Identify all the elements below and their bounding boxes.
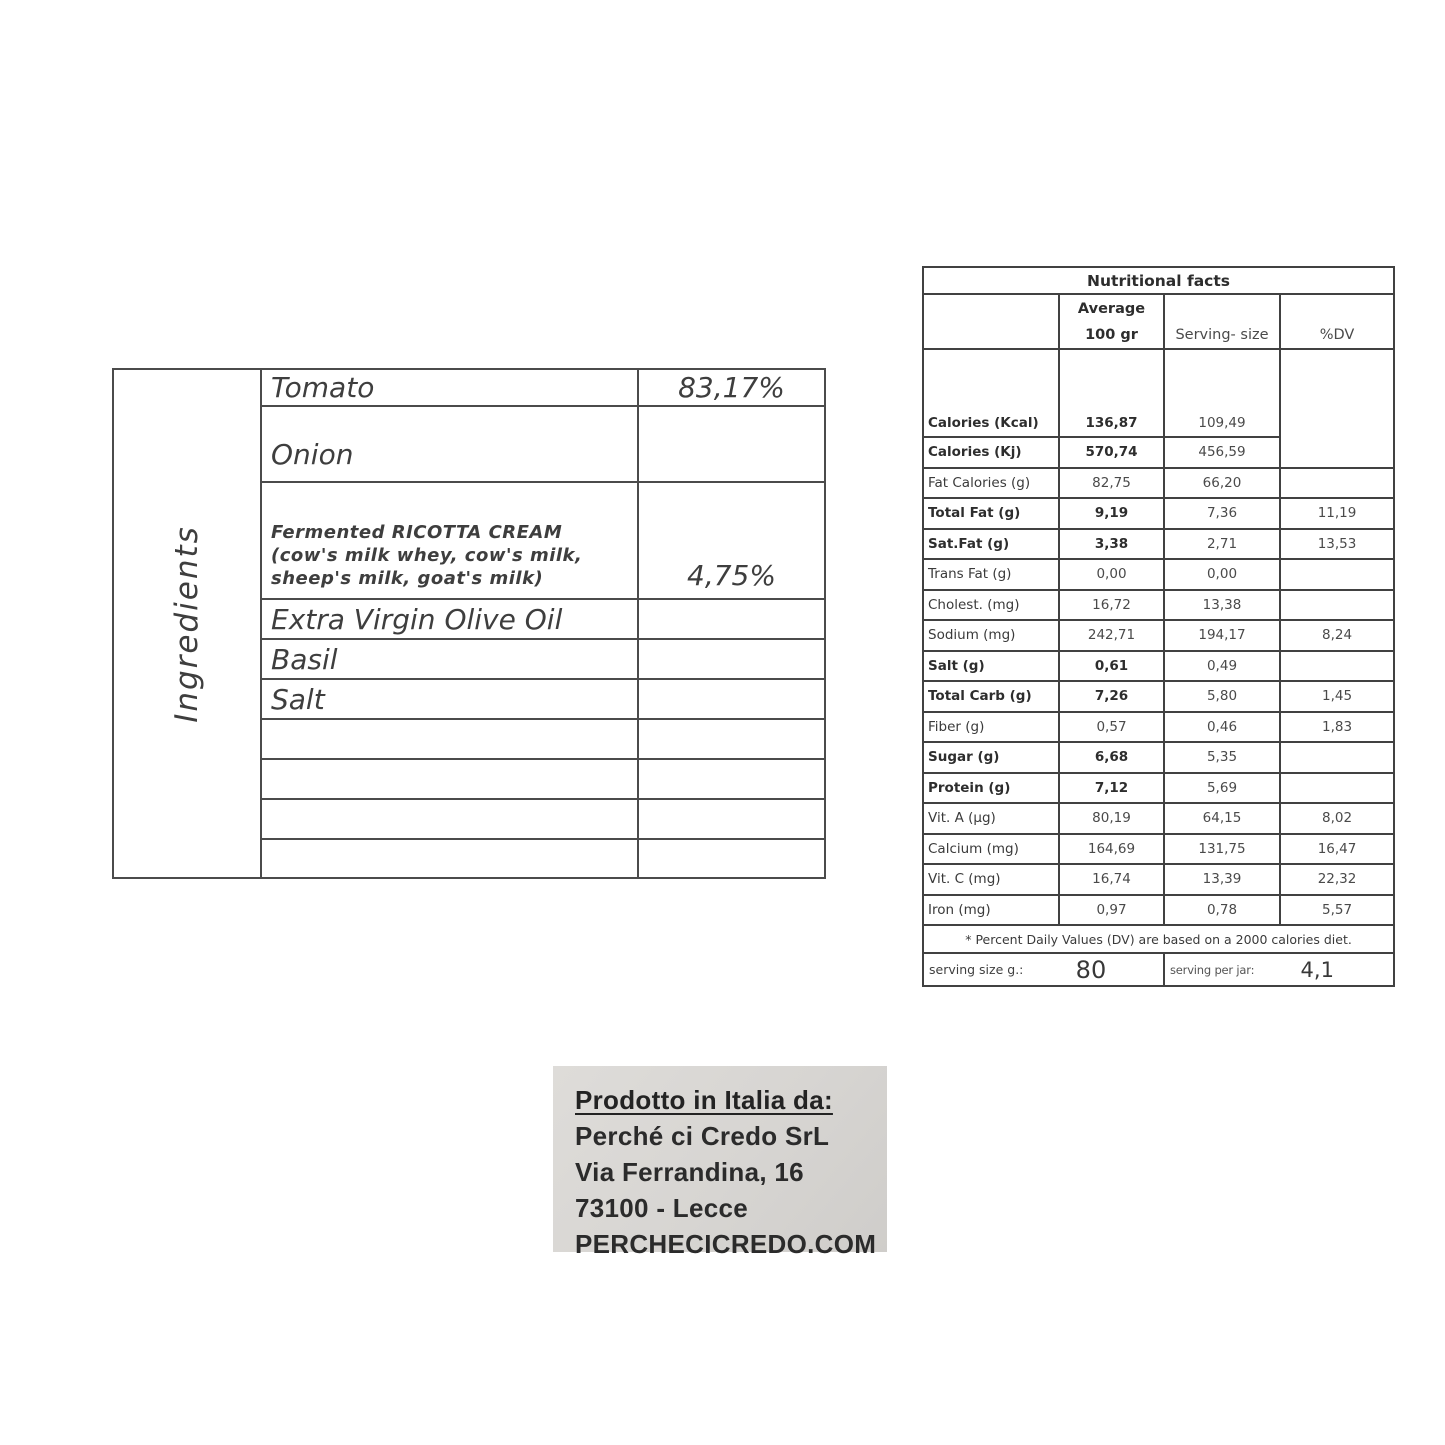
nutrient-dv-cell: [1280, 349, 1394, 468]
ingredient-name-cell: Basil: [261, 639, 638, 679]
ingredient-name-cell: [261, 482, 638, 599]
ingredient-name-cell: [261, 759, 638, 799]
nutrient-dv-cell: 16,47: [1280, 834, 1394, 865]
nutrient-serving-cell: 66,20: [1164, 468, 1280, 499]
nutrition-table-foot: [923, 925, 1394, 986]
nutrition-title: Nutritional facts: [923, 267, 1394, 294]
nutrient-serving-cell: 0,78: [1164, 895, 1280, 926]
nutrient-serving-cell: 13,38: [1164, 590, 1280, 621]
nutrient-serving-cell: 0,00: [1164, 559, 1280, 590]
nutrient-label-cell: Protein (g): [923, 773, 1059, 804]
ingredients-side-label: Ingredients: [169, 524, 205, 723]
nutrition-row: [923, 864, 1394, 895]
ingredient-percent-cell: [638, 406, 825, 482]
nutrient-average-cell: 7,26: [1059, 681, 1164, 712]
nutrition-table-head: [923, 267, 1394, 349]
nutrient-serving-cell: 5,35: [1164, 742, 1280, 773]
nutrient-serving-cell: 0,46: [1164, 712, 1280, 743]
nutrient-average-cell: 0,97: [1059, 895, 1164, 926]
average-header-line2: 100 gr: [1085, 326, 1138, 343]
nutrition-header-row: [923, 294, 1394, 349]
nutrient-average-cell: 16,74: [1059, 864, 1164, 895]
producer-street: Via Ferrandina, 16: [575, 1157, 804, 1187]
nutrition-row: [923, 349, 1394, 437]
serving-size-cell: [923, 953, 1164, 986]
nutrient-label-cell: Calories (Kcal): [923, 349, 1059, 437]
nutrient-serving-cell: 64,15: [1164, 803, 1280, 834]
ingredient-percent-cell: [638, 719, 825, 759]
nutrient-dv-cell: 8,24: [1280, 620, 1394, 651]
nutrition-row: [923, 620, 1394, 651]
ingredients-table-body: [113, 369, 825, 878]
ingredient-name-cell: Onion: [261, 406, 638, 482]
nutrition-row: [923, 834, 1394, 865]
nutrient-average-cell: 164,69: [1059, 834, 1164, 865]
nutrient-serving-cell: 13,39: [1164, 864, 1280, 895]
nutrient-label-cell: Fiber (g): [923, 712, 1059, 743]
ingredient-percent-cell: 4,75%: [638, 482, 825, 599]
nutrition-table-body: [923, 349, 1394, 925]
ingredient-name-cell: [261, 799, 638, 839]
ingredients-table: [112, 368, 826, 879]
serving-per-jar-cell: [1164, 953, 1394, 986]
nutrient-dv-cell: [1280, 590, 1394, 621]
nutrition-row: [923, 895, 1394, 926]
producer-city: 73100 - Lecce: [575, 1193, 749, 1223]
ingredient-name-line: (cow's milk whey, cow's milk,: [271, 545, 583, 566]
nutrient-dv-cell: [1280, 773, 1394, 804]
ingredient-name-cell: [261, 719, 638, 759]
nutrition-table: [922, 266, 1395, 987]
nutrient-label-cell: Calcium (mg): [923, 834, 1059, 865]
ingredient-percent-cell: [638, 799, 825, 839]
nutrient-average-cell: 242,71: [1059, 620, 1164, 651]
nutrition-row: [923, 529, 1394, 560]
ingredient-percent-cell: 83,17%: [638, 369, 825, 406]
nutrient-average-cell: 82,75: [1059, 468, 1164, 499]
serving-size-value: 80: [1075, 955, 1107, 984]
nutrient-dv-cell: 1,83: [1280, 712, 1394, 743]
nutrient-label-cell: Fat Calories (g): [923, 468, 1059, 499]
producer-company: Perché ci Credo SrL: [575, 1121, 830, 1151]
nutrient-label-cell: Sodium (mg): [923, 620, 1059, 651]
nutrient-average-cell: 0,61: [1059, 651, 1164, 682]
nutrient-serving-cell: 2,71: [1164, 529, 1280, 560]
nutrition-header-dv: %DV: [1280, 294, 1394, 349]
nutrition-row: [923, 651, 1394, 682]
nutrient-label-cell: Sugar (g): [923, 742, 1059, 773]
serving-per-jar-label: serving per jar:: [1170, 962, 1255, 977]
ingredient-percent-cell: [638, 839, 825, 878]
nutrient-serving-cell: 5,80: [1164, 681, 1280, 712]
ingredient-percent-cell: [638, 639, 825, 679]
nutrition-row: [923, 773, 1394, 804]
ingredient-row: [113, 369, 825, 406]
nutrient-dv-cell: [1280, 651, 1394, 682]
nutrition-serving-row: [923, 953, 1394, 986]
nutrition-row: [923, 681, 1394, 712]
nutrient-dv-cell: 8,02: [1280, 803, 1394, 834]
nutrient-label-cell: Salt (g): [923, 651, 1059, 682]
nutrient-label-cell: Trans Fat (g): [923, 559, 1059, 590]
nutrition-footnote-row: [923, 925, 1394, 953]
nutrient-serving-cell: 5,69: [1164, 773, 1280, 804]
nutrient-label-cell: Calories (Kj): [923, 437, 1059, 468]
nutrition-row: [923, 803, 1394, 834]
ingredient-percent-cell: [638, 599, 825, 639]
nutrient-label-cell: Vit. C (mg): [923, 864, 1059, 895]
ingredient-percent-cell: [638, 679, 825, 719]
nutrient-label-cell: Iron (mg): [923, 895, 1059, 926]
producer-website: PERCHECICREDO.COM: [575, 1229, 877, 1259]
nutrient-average-cell: 9,19: [1059, 498, 1164, 529]
nutrient-average-cell: 0,00: [1059, 559, 1164, 590]
nutrient-dv-cell: [1280, 468, 1394, 499]
nutrition-row: [923, 468, 1394, 499]
serving-size-label: serving size g.:: [929, 961, 1024, 977]
ingredient-percent-cell: [638, 759, 825, 799]
nutrient-serving-cell: 109,49: [1164, 349, 1280, 437]
nutrient-average-cell: 3,38: [1059, 529, 1164, 560]
nutrition-row: [923, 498, 1394, 529]
nutrient-label-cell: Total Fat (g): [923, 498, 1059, 529]
nutrition-header-serving-size: Serving- size: [1164, 294, 1280, 349]
ingredient-name-cell: Salt: [261, 679, 638, 719]
nutrient-average-cell: 136,87: [1059, 349, 1164, 437]
nutrition-footnote: * Percent Daily Values (DV) are based on a 2000 calories diet.: [923, 925, 1394, 953]
nutrition-row: [923, 742, 1394, 773]
nutrition-title-row: [923, 267, 1394, 294]
nutrient-average-cell: 0,57: [1059, 712, 1164, 743]
average-header-line1: Average: [1077, 300, 1146, 317]
nutrient-dv-cell: 5,57: [1280, 895, 1394, 926]
serving-per-jar-value: 4,1: [1300, 957, 1334, 982]
ingredient-name-line: Fermented RICOTTA CREAM: [271, 522, 563, 543]
producer-label: [553, 1066, 887, 1259]
nutrient-serving-cell: 194,17: [1164, 620, 1280, 651]
nutrition-header-empty: [923, 294, 1059, 349]
producer-heading: Prodotto in Italia da:: [575, 1085, 833, 1115]
nutrient-average-cell: 570,74: [1059, 437, 1164, 468]
nutrient-average-cell: 7,12: [1059, 773, 1164, 804]
nutrient-dv-cell: 13,53: [1280, 529, 1394, 560]
nutrient-dv-cell: 22,32: [1280, 864, 1394, 895]
nutrient-label-cell: Total Carb (g): [923, 681, 1059, 712]
nutrient-label-cell: Cholest. (mg): [923, 590, 1059, 621]
nutrient-dv-cell: 11,19: [1280, 498, 1394, 529]
nutrition-header-average: [1059, 294, 1164, 349]
nutrient-label-cell: Sat.Fat (g): [923, 529, 1059, 560]
ingredient-name-line: sheep's milk, goat's milk): [271, 568, 544, 589]
nutrient-average-cell: 16,72: [1059, 590, 1164, 621]
nutrition-row: [923, 559, 1394, 590]
ingredient-name-cell: Extra Virgin Olive Oil: [261, 599, 638, 639]
nutrient-dv-cell: 1,45: [1280, 681, 1394, 712]
nutrient-average-cell: 6,68: [1059, 742, 1164, 773]
nutrient-average-cell: 80,19: [1059, 803, 1164, 834]
nutrient-serving-cell: 0,49: [1164, 651, 1280, 682]
nutrient-label-cell: Vit. A (µg): [923, 803, 1059, 834]
ingredient-name-cell: [261, 839, 638, 878]
nutrient-serving-cell: 456,59: [1164, 437, 1280, 468]
ingredients-side-cell: [113, 369, 261, 878]
nutrient-serving-cell: 131,75: [1164, 834, 1280, 865]
nutrient-dv-cell: [1280, 742, 1394, 773]
nutrient-dv-cell: [1280, 559, 1394, 590]
ingredient-name-cell: Tomato: [261, 369, 638, 406]
nutrition-row: [923, 712, 1394, 743]
nutrient-serving-cell: 7,36: [1164, 498, 1280, 529]
nutrition-row: [923, 590, 1394, 621]
